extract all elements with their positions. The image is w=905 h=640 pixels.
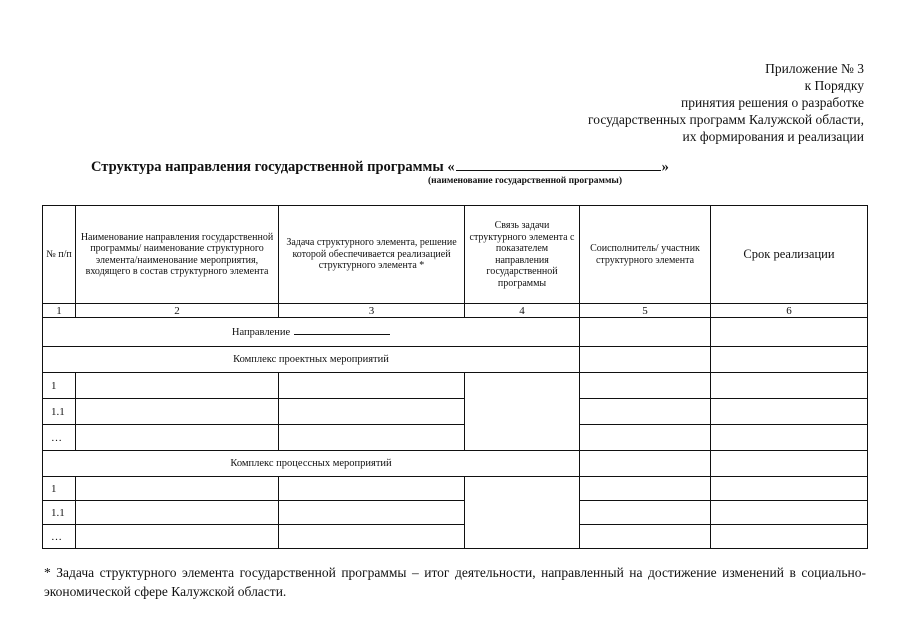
header-cell: № п/п xyxy=(43,206,76,304)
title-close-quote: » xyxy=(661,159,669,175)
table-cell xyxy=(279,425,465,451)
table-cell xyxy=(580,525,711,549)
table-cell xyxy=(465,477,580,549)
section-process-cell: Комплекс процессных мероприятий xyxy=(43,451,580,477)
table-cell xyxy=(711,477,868,501)
table-row xyxy=(43,525,868,549)
table-cell xyxy=(76,525,279,549)
table-cell xyxy=(76,501,279,525)
table-cell xyxy=(580,318,711,347)
header-cell: Наименование направления государственной программы/ наименование структурного элемента/наименование мероприятия, входящего в состав структурного элемента xyxy=(76,206,279,304)
header-cell: Задача структурного элемента, решение которой обеспечивается реализацией структурного элемента * xyxy=(279,206,465,304)
footnote: * Задача структурного элемента государственной программы – итог деятельности, направленный на достижение изменений в социально-экономической сфере Калужской области. xyxy=(44,565,866,599)
column-number-row xyxy=(43,304,868,318)
table-cell xyxy=(580,347,711,373)
table-row xyxy=(43,501,868,525)
table-cell xyxy=(711,525,868,549)
table-cell xyxy=(76,477,279,501)
table-cell xyxy=(580,501,711,525)
table-row xyxy=(43,425,868,451)
direction-cell xyxy=(43,318,580,347)
column-number: 6 xyxy=(711,304,868,318)
table-cell xyxy=(580,373,711,399)
table-cell xyxy=(76,373,279,399)
program-name-blank xyxy=(456,157,661,171)
direction-row xyxy=(43,318,868,347)
appendix-line: Приложение № 3 xyxy=(765,61,864,76)
table-header-row xyxy=(43,206,868,304)
row-number: … xyxy=(43,525,76,549)
table-cell xyxy=(711,318,868,347)
table-cell xyxy=(279,525,465,549)
table-cell xyxy=(465,373,580,451)
appendix-block xyxy=(588,60,864,145)
row-number: 1 xyxy=(43,477,76,501)
appendix-line: государственных программ Калужской области, xyxy=(588,112,864,127)
row-number: 1 xyxy=(43,373,76,399)
table-cell xyxy=(711,451,868,477)
direction-blank xyxy=(294,325,390,335)
table-row xyxy=(43,399,868,425)
table-cell xyxy=(711,501,868,525)
appendix-line: их формирования и реализации xyxy=(682,129,864,144)
column-number: 4 xyxy=(465,304,580,318)
table-row xyxy=(43,477,868,501)
column-number: 3 xyxy=(279,304,465,318)
table-cell xyxy=(580,477,711,501)
table-cell xyxy=(711,425,868,451)
table-cell xyxy=(580,399,711,425)
table-cell xyxy=(76,399,279,425)
section-row xyxy=(43,347,868,373)
title-subtitle: (наименование государственной программы) xyxy=(428,176,623,186)
appendix-line: принятия решения о разработке xyxy=(680,95,864,110)
header-cell: Срок реализации xyxy=(711,206,868,304)
table-cell xyxy=(279,501,465,525)
table-cell xyxy=(711,347,868,373)
table-row xyxy=(43,373,868,399)
table-cell xyxy=(711,373,868,399)
appendix-line: к Порядку xyxy=(804,78,864,93)
row-number: … xyxy=(43,425,76,451)
column-number: 2 xyxy=(76,304,279,318)
structure-table xyxy=(42,205,868,549)
table-cell xyxy=(76,425,279,451)
row-number: 1.1 xyxy=(43,501,76,525)
header-cell: Соисполнитель/ участник структурного элемента xyxy=(580,206,711,304)
column-number: 5 xyxy=(580,304,711,318)
row-number: 1.1 xyxy=(43,399,76,425)
column-number: 1 xyxy=(43,304,76,318)
table-cell xyxy=(279,477,465,501)
direction-label: Направление xyxy=(231,327,291,338)
table-cell xyxy=(279,399,465,425)
document-title xyxy=(91,157,669,176)
table-cell xyxy=(711,399,868,425)
section-project-cell: Комплекс проектных мероприятий xyxy=(43,347,580,373)
table-cell xyxy=(580,425,711,451)
table-cell xyxy=(279,373,465,399)
title-text: Структура направления государственной программы « xyxy=(91,159,455,175)
header-cell: Связь задачи структурного элемента с показателем направления государственной программы xyxy=(465,206,580,304)
section-row xyxy=(43,451,868,477)
table-cell xyxy=(580,451,711,477)
